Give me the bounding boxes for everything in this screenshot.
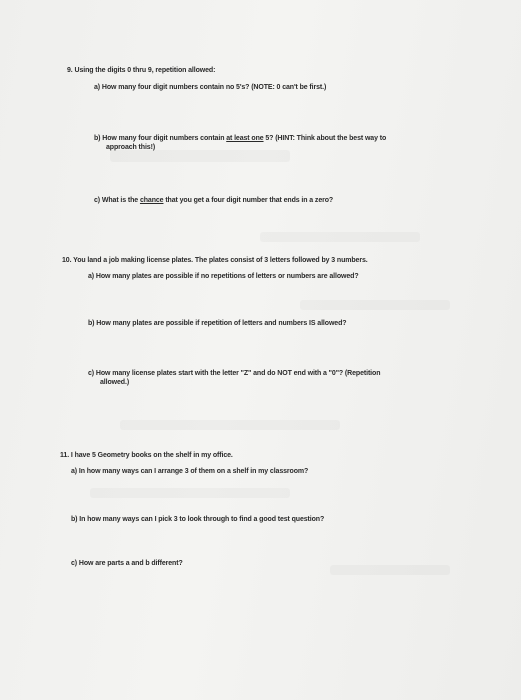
question-9-part-c-underlined: chance <box>139 197 164 204</box>
question-10-part-c: c) How many license plates start with the letter "Z" and do NOT end with a "0"? (Repetition <box>88 370 381 377</box>
question-9-part-c-text: c) What is the <box>94 197 140 204</box>
question-10-part-b: b) How many plates are possible if repetition of letters and numbers IS allowed? <box>88 320 347 327</box>
question-9-part-c-text-end: that you get a four digit number that ends in a zero? <box>163 197 334 204</box>
question-9-part-b-text-end: 5? (HINT: Think about the best way to <box>263 135 387 142</box>
bleed-through-mark <box>260 232 420 242</box>
question-9-part-b-underlined: at least one <box>226 135 264 142</box>
question-11-part-c: c) How are parts a and b different? <box>71 560 183 567</box>
question-9-part-a: a) How many four digit numbers contain no 5's? (NOTE: 0 can't be first.) <box>94 84 327 91</box>
question-10-part-a: a) How many plates are possible if no repetitions of letters or numbers are allowed? <box>88 273 359 280</box>
question-9-part-b <box>94 134 386 143</box>
bleed-through-mark <box>120 420 340 430</box>
bleed-through-mark <box>300 300 450 310</box>
question-10-stem: 10. You land a job making license plates. The plates consist of 3 letters followed by 3 numbers. <box>62 257 368 264</box>
bleed-through-mark <box>330 565 450 575</box>
question-11-part-b: b) In how many ways can I pick 3 to look through to find a good test question? <box>71 516 325 523</box>
bleed-through-mark <box>90 488 290 498</box>
question-10-part-c-line2: allowed.) <box>100 379 130 386</box>
question-9-part-b-line2: approach this!) <box>106 144 156 151</box>
question-9-part-b-text: b) How many four digit numbers contain <box>94 135 227 142</box>
question-11-stem: 11. I have 5 Geometry books on the shelf in my office. <box>60 452 233 459</box>
question-9-stem: 9. Using the digits 0 thru 9, repetition allowed: <box>67 67 216 74</box>
question-9-part-c <box>94 196 333 205</box>
question-11-part-a: a) In how many ways can I arrange 3 of them on a shelf in my classroom? <box>71 468 309 475</box>
